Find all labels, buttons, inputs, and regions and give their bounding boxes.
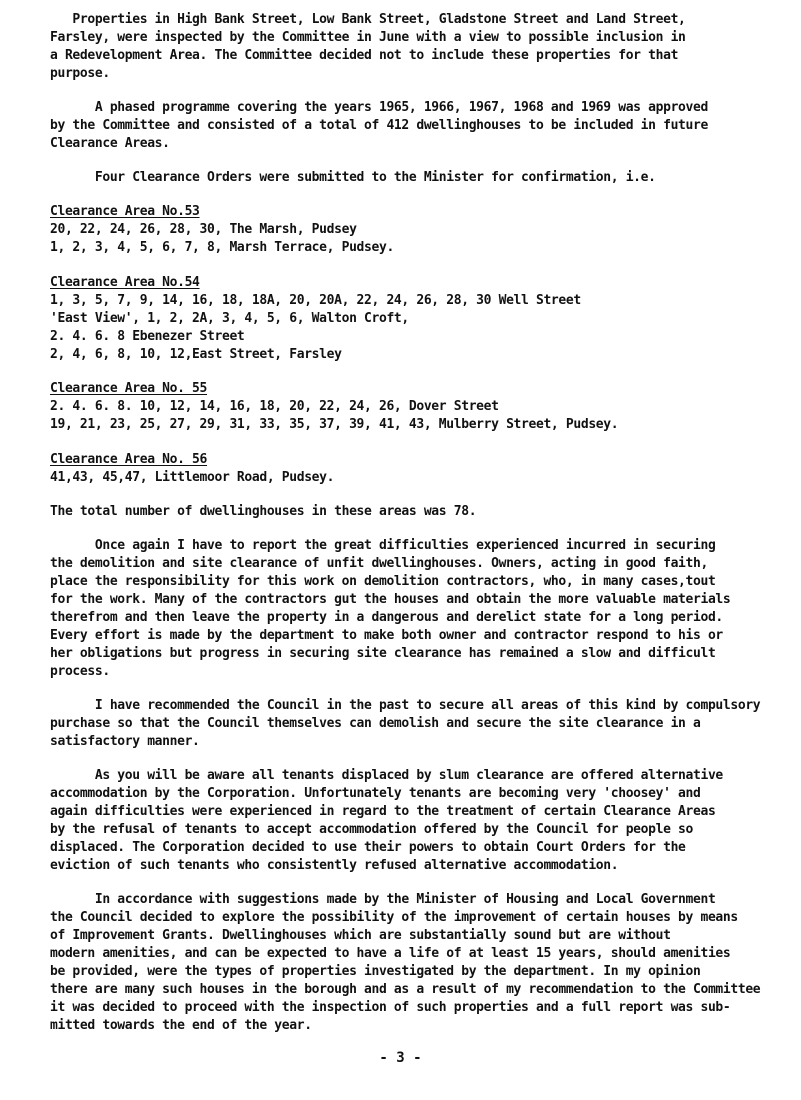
text-line: 1, 3, 5, 7, 9, 14, 16, 18, 18A, 20, 20A, 22, 24, 26, 28, 30 Well Street [50, 293, 581, 308]
text-line: A phased programme covering the years 1965, 1966, 1967, 1968 and 1969 was approved [50, 100, 708, 115]
text-line: by the refusal of tenants to accept accommodation offered by the Council for people so [50, 822, 693, 837]
clearance-area-heading: Clearance Area No. 56 [50, 452, 208, 467]
clearance-area-heading: Clearance Area No. 55 [50, 381, 208, 396]
text-line: therefrom and then leave the property in a dangerous and derelict state for a long period. [50, 610, 723, 625]
text-line: again difficulties were experienced in regard to the treatment of certain Clearance Areas [50, 804, 716, 819]
text-line: mitted towards the end of the year. [50, 1018, 312, 1033]
text-line: place the responsibility for this work on demolition contractors, who, in many cases,tout [50, 574, 716, 589]
text-line: purpose. [50, 66, 110, 81]
text-line: 20, 22, 24, 26, 28, 30, The Marsh, Pudsey [50, 222, 357, 237]
text-line: 'East View', 1, 2, 2A, 3, 4, 5, 6, Walton Croft, [50, 311, 409, 326]
text-line: it was decided to proceed with the inspection of such properties and a full report was sub- [50, 1000, 731, 1015]
text-line: her obligations but progress in securing site clearance has remained a slow and difficult [50, 646, 716, 661]
text-line: a Redevelopment Area. The Committee decided not to include these properties for that [50, 48, 679, 63]
text-line: Four Clearance Orders were submitted to the Minister for confirmation, i.e. [50, 170, 656, 185]
text-line: the Council decided to explore the possibility of the improvement of certain houses by means [50, 910, 738, 925]
text-line: The total number of dwellinghouses in these areas was 78. [50, 504, 477, 519]
text-line: displaced. The Corporation decided to use their powers to obtain Court Orders for the [50, 840, 686, 855]
text-line: be provided, were the types of properties investigated by the department. In my opinion [50, 964, 701, 979]
text-line: for the work. Many of the contractors gut the houses and obtain the more valuable materials [50, 592, 731, 607]
text-line: 41,43, 45,47, Littlemoor Road, Pudsey. [50, 470, 335, 485]
text-line: there are many such houses in the borough and as a result of my recommendation to the Committee [50, 982, 761, 997]
text-line: satisfactory manner. [50, 734, 200, 749]
text-line: Properties in High Bank Street, Low Bank Street, Gladstone Street and Land Street, [50, 12, 686, 27]
text-line: 1, 2, 3, 4, 5, 6, 7, 8, Marsh Terrace, Pudsey. [50, 240, 394, 255]
text-line: process. [50, 664, 110, 679]
text-line: Farsley, were inspected by the Committee in June with a view to possible inclusion in [50, 30, 686, 45]
clearance-area-heading: Clearance Area No.53 [50, 204, 200, 219]
text-line: 2. 4. 6. 8. 10, 12, 14, 16, 18, 20, 22, 24, 26, Dover Street [50, 399, 499, 414]
text-line: by the Committee and consisted of a total of 412 dwellinghouses to be included in future [50, 118, 708, 133]
text-line: of Improvement Grants. Dwellinghouses which are substantially sound but are without [50, 928, 671, 943]
text-line: 2. 4. 6. 8 Ebenezer Street [50, 329, 245, 344]
text-line: In accordance with suggestions made by the Minister of Housing and Local Government [50, 892, 716, 907]
text-line: accommodation by the Corporation. Unfortunately tenants are becoming very 'choosey' and [50, 786, 701, 801]
text-line: the demolition and site clearance of unfit dwellinghouses. Owners, acting in good faith, [50, 556, 708, 571]
text-line: 19, 21, 23, 25, 27, 29, 31, 33, 35, 37, 39, 41, 43, Mulberry Street, Pudsey. [50, 417, 619, 432]
text-line: modern amenities, and can be expected to have a life of at least 15 years, should amenities [50, 946, 731, 961]
text-line: Once again I have to report the great difficulties experienced incurred in securing [50, 538, 716, 553]
text-line: eviction of such tenants who consistently refused alternative accommodation. [50, 858, 619, 873]
text-line: Every effort is made by the department to make both owner and contractor respond to his or [50, 628, 723, 643]
text-line: 2, 4, 6, 8, 10, 12,East Street, Farsley [50, 347, 342, 362]
text-line: As you will be aware all tenants displaced by slum clearance are offered alternative [50, 768, 723, 783]
text-line: purchase so that the Council themselves can demolish and secure the site clearance in a [50, 716, 701, 731]
text-line: I have recommended the Council in the past to secure all areas of this kind by compulsory [50, 698, 761, 713]
page-number: - 3 - [379, 1050, 422, 1066]
text-line: Clearance Areas. [50, 136, 170, 151]
clearance-area-heading: Clearance Area No.54 [50, 275, 200, 290]
